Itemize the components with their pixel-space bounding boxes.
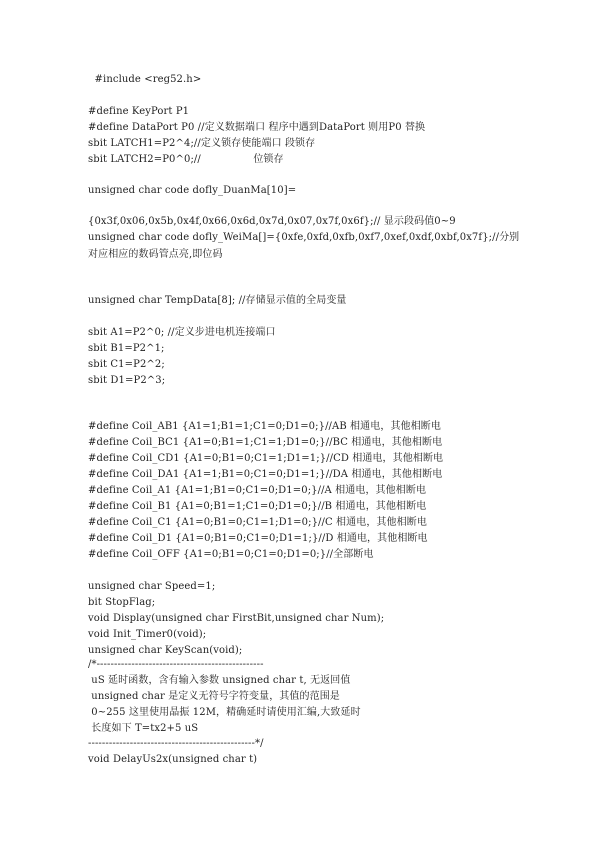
code-line: /*------------------------------------------------ — [88, 659, 264, 670]
code-line: 长度如下 T=tx2+5 uS — [88, 723, 199, 734]
code-line: #define KeyPort P1 — [88, 106, 190, 117]
code-line: 0~255 这里使用晶振 12M，精确延时请使用汇编,大致延时 — [88, 707, 361, 718]
code-line: {0x3f,0x06,0x5b,0x4f,0x66,0x6d,0x7d,0x07,0x7f,0x6f};// 显示段码值0~9 — [88, 216, 456, 227]
code-line: unsigned char Speed=1; — [88, 581, 216, 592]
code-line: #define Coil_D1 {A1=0;B1=0;C1=0;D1=1;}//D 相通电，其他相断电 — [88, 533, 428, 544]
code-line: uS 延时函数，含有输入参数 unsigned char t, 无返回值 — [88, 675, 351, 686]
code-line: #define Coil_BC1 {A1=0;B1=1;C1=1;D1=0;}//BC 相通电，其他相断电 — [88, 437, 443, 448]
code-line: sbit B1=P2^1; — [88, 343, 165, 354]
code-line: void DelayUs2x(unsigned char t) — [88, 754, 258, 765]
code-line: bit StopFlag; — [88, 597, 156, 608]
code-line: void Init_Timer0(void); — [88, 629, 207, 640]
code-line: unsigned char 是定义无符号字符变量，其值的范围是 — [88, 691, 340, 702]
code-line: #define Coil_A1 {A1=1;B1=0;C1=0;D1=0;}//A 相通电，其他相断电 — [88, 485, 427, 496]
code-line: #define Coil_CD1 {A1=0;B1=0;C1=1;D1=1;}//CD 相通电，其他相断电 — [88, 453, 444, 464]
code-line: #include <reg52.h> — [88, 74, 202, 85]
code-line: #define Coil_AB1 {A1=1;B1=1;C1=0;D1=0;}//AB 相通电，其他相断电 — [88, 421, 441, 432]
code-line: ------------------------------------------------*/ — [88, 738, 264, 749]
code-line: sbit C1=P2^2; — [88, 359, 165, 370]
code-line: #define Coil_OFF {A1=0;B1=0;C1=0;D1=0;}//全部断电 — [88, 549, 374, 560]
code-line: unsigned char code dofly_WeiMa[]={0xfe,0xfd,0xfb,0xf7,0xef,0xdf,0xbf,0x7f};//分别 — [88, 232, 520, 243]
code-line: unsigned char KeyScan(void); — [88, 645, 243, 656]
code-line: #define Coil_DA1 {A1=1;B1=0;C1=0;D1=1;}//DA 相通电，其他相断电 — [88, 469, 443, 480]
code-line: sbit A1=P2^0; //定义步进电机连接端口 — [88, 327, 276, 338]
code-line: unsigned char code dofly_DuanMa[10]= — [88, 185, 297, 196]
code-line: sbit LATCH2=P0^0;// 位锁存 — [88, 154, 284, 165]
code-line: 对应相应的数码管点亮,即位码 — [88, 249, 223, 260]
code-line: unsigned char TempData[8]; //存储显示值的全局变量 — [88, 295, 347, 306]
code-line: sbit D1=P2^3; — [88, 375, 166, 386]
code-line: void Display(unsigned char FirstBit,unsigned char Num); — [88, 613, 385, 624]
code-line: #define Coil_C1 {A1=0;B1=0;C1=1;D1=0;}//C 相通电，其他相断电 — [88, 517, 427, 528]
code-line: sbit LATCH1=P2^4;//定义锁存使能端口 段锁存 — [88, 138, 316, 149]
code-line: #define DataPort P0 //定义数据端口 程序中遇到DataPort 则用P0 替换 — [88, 122, 426, 133]
code-line: #define Coil_B1 {A1=0;B1=1;C1=0;D1=0;}//B 相通电，其他相断电 — [88, 501, 427, 512]
